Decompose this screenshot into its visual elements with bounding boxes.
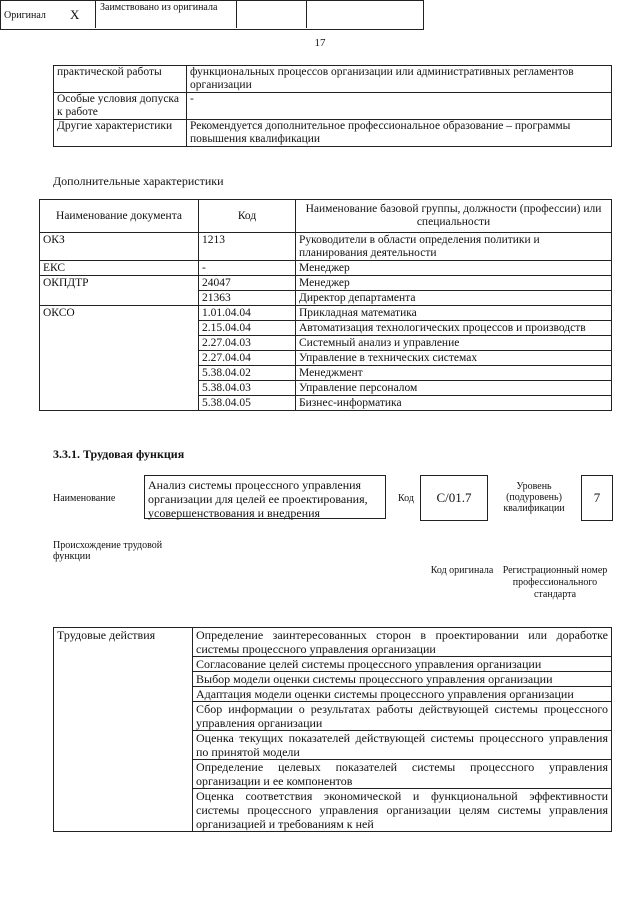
- labor-action-item: Адаптация модели оценки системы процессного управления организации: [193, 687, 612, 702]
- col-header-document: Наименование документа: [40, 200, 199, 233]
- extra-characteristics-heading: Дополнительные характеристики: [53, 174, 224, 188]
- extra-characteristics-table: [39, 199, 612, 411]
- cell-name: Директор департамента: [296, 291, 612, 306]
- cell-name: Менеджер: [296, 261, 612, 276]
- row-label: Особые условия допуска к работе: [54, 93, 187, 120]
- function-name-box: Анализ системы процессного управления организации для целей ее проектирования, усовершенствования и внедрения: [144, 475, 386, 519]
- table-row: [40, 233, 612, 261]
- labor-actions-table: [53, 627, 612, 832]
- table-row: [54, 120, 612, 147]
- cell-doc: ОКСО: [40, 306, 199, 411]
- labor-actions-label: Трудовые действия: [54, 628, 193, 832]
- cell-code: 1.01.04.04: [199, 306, 296, 321]
- cell-name: Управление персоналом: [296, 381, 612, 396]
- cell-name: Управление в технических системах: [296, 351, 612, 366]
- cell-code: 2.27.04.03: [199, 336, 296, 351]
- cell-code: 1213: [199, 233, 296, 261]
- borrowed-cell: [96, 0, 237, 28]
- cell-name: Руководители в области определения политики и планирования деятельности: [296, 233, 612, 261]
- cell-code: 5.38.04.03: [199, 381, 296, 396]
- labor-action-item: Оценка текущих показателей действующей системы процессного управления по принятой модели: [193, 731, 612, 760]
- table-row: [54, 93, 612, 120]
- reg-number-cell: [307, 0, 422, 28]
- labor-function-heading: 3.3.1. Трудовая функция: [53, 447, 185, 461]
- cell-code: 21363: [199, 291, 296, 306]
- cell-code: 2.27.04.04: [199, 351, 296, 366]
- original-mark: X: [70, 7, 80, 22]
- code-original-cell: [237, 0, 307, 28]
- cell-code: -: [199, 261, 296, 276]
- labor-action-item: Определение целевых показателей системы процессного управления организации и ее компонентов: [193, 760, 612, 789]
- cell-code: 2.15.04.04: [199, 321, 296, 336]
- page-number: 17: [314, 37, 326, 49]
- name-label: Наименование: [53, 493, 116, 504]
- row-label: Другие характеристики: [54, 120, 187, 147]
- table-row: [54, 66, 612, 93]
- row-label: практической работы: [54, 66, 187, 93]
- col-header-name: Наименование базовой группы, должности (профессии) или специальности: [296, 200, 612, 233]
- cell-name: Автоматизация технологических процессов и производств: [296, 321, 612, 336]
- function-code-box: C/01.7: [420, 475, 488, 521]
- origin-row: [0, 0, 424, 30]
- cell-name: Менеджмент: [296, 366, 612, 381]
- row-value: Рекомендуется дополнительное профессиональное образование – программы повышения квалификации: [187, 120, 612, 147]
- cell-code: 24047: [199, 276, 296, 291]
- cell-doc: ЕКС: [40, 261, 199, 276]
- row-value: функциональных процессов организации или административных регламентов организации: [187, 66, 612, 93]
- col-header-code: Код: [199, 200, 296, 233]
- table-row: [40, 306, 612, 321]
- top-characteristics-table: [53, 65, 612, 147]
- origin-label: Происхождение трудовой функции: [53, 540, 163, 562]
- row-value: -: [187, 93, 612, 120]
- cell-doc: ОКЗ: [40, 233, 199, 261]
- table-row: [54, 628, 612, 657]
- cell-code: 5.38.04.05: [199, 396, 296, 411]
- table-header-row: [40, 200, 612, 233]
- table-row: [40, 261, 612, 276]
- code-original-label: Код оригинала: [430, 565, 494, 576]
- labor-action-item: Оценка соответствия экономической и функциональной эффективности системы процессного управления организации целям системы управления организацией и требованиям к ней: [193, 789, 612, 832]
- labor-action-item: Выбор модели оценки системы процессного управления организации: [193, 672, 612, 687]
- cell-name: Бизнес-информатика: [296, 396, 612, 411]
- labor-action-item: Определение заинтересованных сторон в проектировании или доработке системы процессного управления организации: [193, 628, 612, 657]
- reg-number-label: Регистрационный номер профессионального стандарта: [502, 565, 608, 600]
- cell-name: Системный анализ и управление: [296, 336, 612, 351]
- borrowed-label: Заимствовано из оригинала: [100, 2, 218, 13]
- table-row: [40, 276, 612, 291]
- code-label: Код: [398, 493, 414, 504]
- level-box: 7: [581, 475, 613, 521]
- cell-doc: ОКПДТР: [40, 276, 199, 306]
- labor-action-item: Сбор информации о результатах работы действующей системы процессного управления организации: [193, 702, 612, 731]
- labor-action-item: Согласование целей системы процессного управления организации: [193, 657, 612, 672]
- cell-name: Прикладная математика: [296, 306, 612, 321]
- cell-name: Менеджер: [296, 276, 612, 291]
- level-label: Уровень (подуровень) квалификации: [503, 481, 565, 514]
- original-label: Оригинал: [4, 10, 46, 21]
- original-cell: [0, 0, 96, 28]
- cell-code: 5.38.04.02: [199, 366, 296, 381]
